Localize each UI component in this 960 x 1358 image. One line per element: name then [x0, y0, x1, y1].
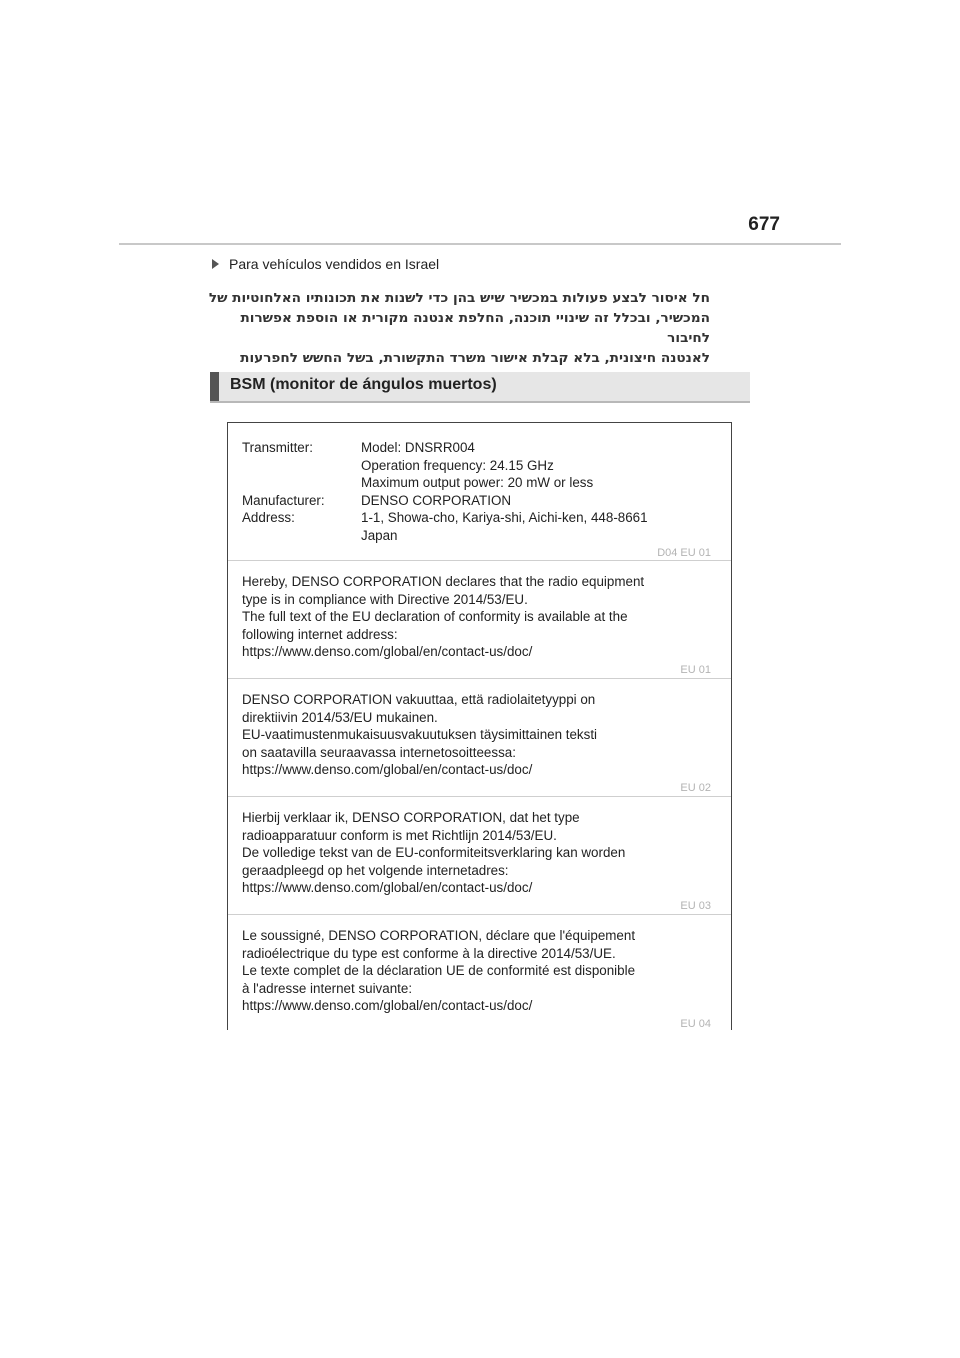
declaration-line: Hierbij verklaar ik, DENSO CORPORATION, dat het type: [242, 810, 580, 825]
block-code: D04 EU 01: [657, 547, 711, 559]
spec-row: [242, 527, 648, 545]
block-separator: [228, 560, 731, 561]
spec-value: 1-1, Showa-cho, Kariya-shi, Aichi-ken, 448-8661: [361, 510, 648, 526]
declaration-block: [228, 560, 731, 678]
block-code: EU 02: [680, 782, 711, 794]
triangle-bullet-icon: [212, 259, 219, 269]
declaration-line: https://www.denso.com/global/en/contact-us/doc/: [242, 762, 533, 778]
block-separator: [228, 796, 731, 797]
declaration-line: direktiivin 2014/53/EU mukainen.: [242, 709, 438, 725]
spec-row: [242, 457, 648, 475]
hebrew-line: חל איסור לבצע פעולות במכשיר שיש בהן כדי לשנות את תכונותיו האלחוטיות של: [208, 290, 711, 305]
declaration-block: [228, 914, 731, 1031]
declaration-line: Hereby, DENSO CORPORATION declares that the radio equipment: [242, 574, 645, 589]
declaration-line: geraadpleegd op het volgende internetadres:: [242, 862, 509, 878]
spec-value: Model: DNSRR004: [361, 440, 475, 455]
declaration-line: DENSO CORPORATION vakuuttaa, että radiolaitetyyppi on: [242, 692, 596, 707]
block-code: EU 04: [680, 1018, 711, 1030]
declaration-line: EU-vaatimustenmukaisuusvakuutuksen täysimittainen teksti: [242, 727, 598, 743]
spec-value: Maximum output power: 20 mW or less: [361, 475, 594, 491]
declaration-line: à l'adresse internet suivante:: [242, 980, 413, 996]
hebrew-line: המכשיר, ובכלל זה שינויי תוכנה, החלפת אנטנה מקורית או הוספת אפשרות לחיבור: [240, 310, 710, 345]
spec-row: [242, 439, 648, 457]
declaration-line: type is in compliance with Directive 2014/53/EU.: [242, 591, 528, 607]
section-header: [210, 372, 750, 403]
section-header-bar: [210, 372, 219, 401]
declaration-line: Le soussigné, DENSO CORPORATION, déclare que l'équipement: [242, 928, 636, 943]
spec-value: DENSO CORPORATION: [361, 492, 512, 508]
spec-value: Operation frequency: 24.15 GHz: [361, 457, 554, 473]
declaration-line: following internet address:: [242, 626, 398, 642]
spec-row: [242, 509, 648, 527]
israel-bullet: [212, 256, 439, 272]
spec-block: [228, 423, 731, 560]
spec-table: [242, 439, 648, 545]
declaration-text: [242, 809, 625, 897]
declaration-line: radioélectrique du type est conforme à la directive 2014/53/UE.: [242, 945, 616, 961]
declaration-line: De volledige tekst van de EU-conformiteitsverklaring kan worden: [242, 845, 626, 861]
declaration-text: [242, 691, 597, 779]
declaration-line: https://www.denso.com/global/en/contact-us/doc/: [242, 880, 533, 896]
declaration-block: [228, 796, 731, 914]
declaration-text: [242, 573, 644, 661]
block-code: EU 03: [680, 900, 711, 912]
block-separator: [228, 914, 731, 915]
declaration-line: The full text of the EU declaration of conformity is available at the: [242, 609, 628, 625]
spec-label: Manufacturer:: [242, 492, 325, 508]
spec-value: Japan: [361, 527, 398, 543]
spec-label: [242, 527, 361, 545]
israel-bullet-text: Para vehículos vendidos en Israel: [229, 256, 440, 272]
certification-frame: [227, 422, 732, 1030]
spec-label: Transmitter:: [242, 440, 313, 455]
declaration-line: https://www.denso.com/global/en/contact-us/doc/: [242, 644, 533, 660]
hebrew-line: לאנטנה חיצונית, בלא קבלת אישור משרד התקשורת, בשל החשש לחפרעות: [240, 350, 710, 365]
spec-row: [242, 474, 648, 492]
block-separator: [228, 678, 731, 679]
declaration-line: radioapparatuur conform is met Richtlijn 2014/53/EU.: [242, 827, 557, 843]
spec-label: [242, 457, 361, 475]
section-title: BSM (monitor de ángulos muertos): [230, 376, 497, 393]
declaration-text: [242, 927, 635, 1015]
declaration-block: [228, 678, 731, 796]
declaration-line: https://www.denso.com/global/en/contact-us/doc/: [242, 998, 533, 1014]
block-code: EU 01: [680, 664, 711, 676]
header-rule: [119, 243, 841, 245]
page-number: 677: [748, 214, 780, 235]
declaration-line: on saatavilla seuraavassa internetosoitteessa:: [242, 744, 516, 760]
spec-label: [242, 474, 361, 492]
spec-row: [242, 492, 648, 510]
declaration-line: Le texte complet de la déclaration UE de conformité est disponible: [242, 963, 636, 979]
spec-label: Address:: [242, 510, 295, 526]
